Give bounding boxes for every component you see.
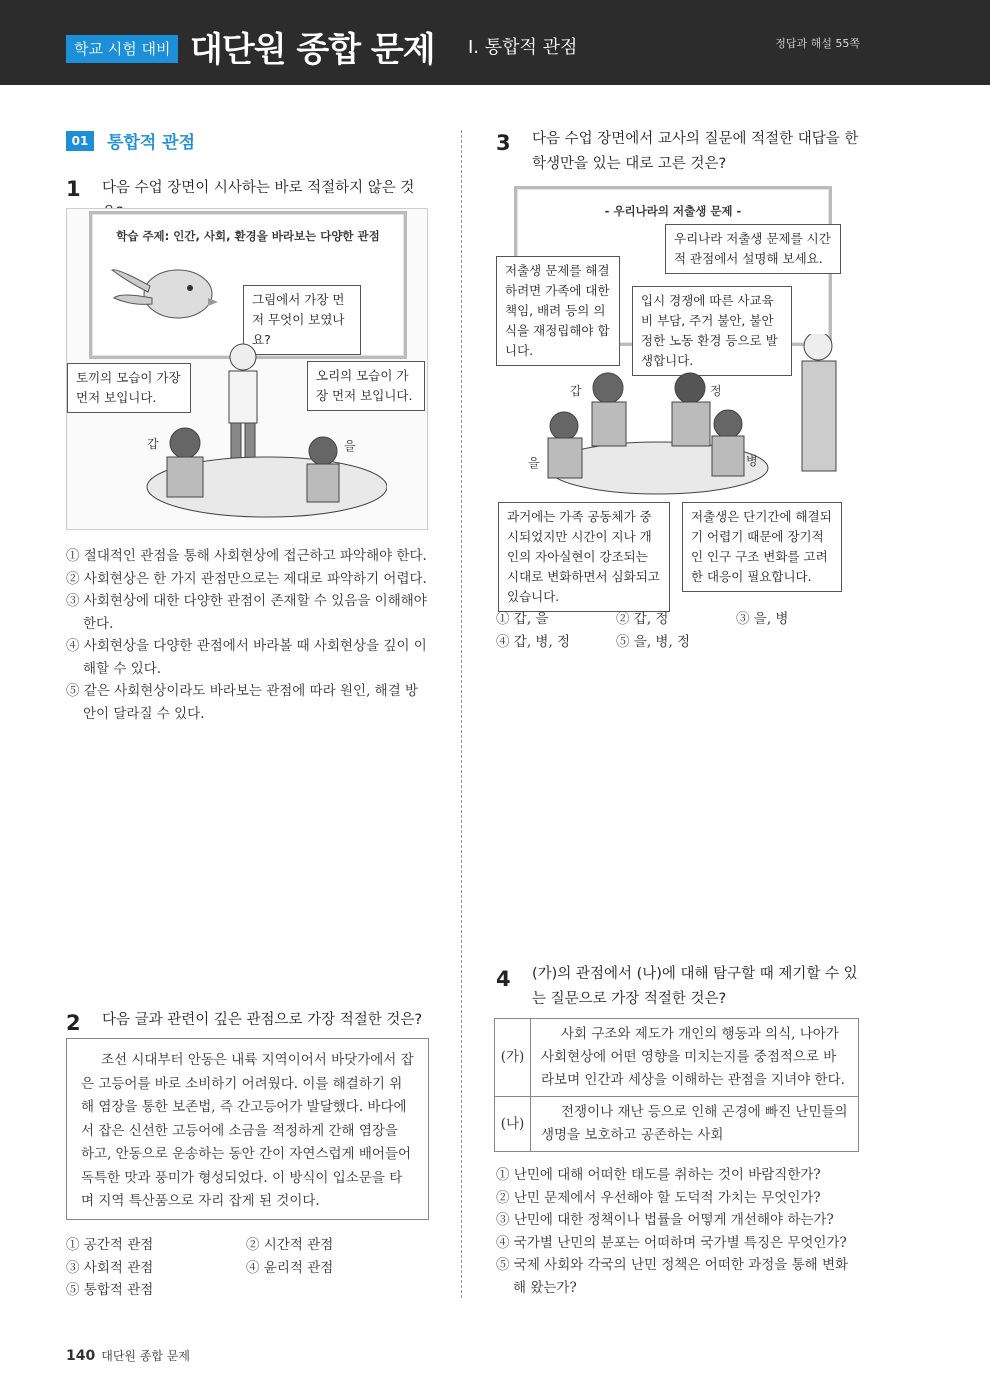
- choice-3[interactable]: ③ 을, 병: [736, 611, 789, 627]
- choice-2[interactable]: ② 난민 문제에서 우선해야 할 도덕적 가치는 무엇인가?: [496, 1189, 821, 1206]
- exam-prep-badge: 학교 시험 대비: [66, 35, 178, 63]
- page-number: 140: [66, 1348, 96, 1364]
- choice-4[interactable]: ④ 사회현상을 다양한 관점에서 바라볼 때 사회현상을 깊이 이해할 수 있다.: [66, 638, 427, 677]
- choice-2[interactable]: ② 시간적 관점: [246, 1237, 334, 1253]
- column-divider: [461, 130, 462, 1298]
- question-3-choices: [496, 608, 856, 653]
- question-4-text: (가)의 관점에서 (나)에 대해 탐구할 때 제기할 수 있는 질문으로 가장 적절한 것은?: [532, 966, 858, 1007]
- board-topic: - 우리나라의 저출생 문제 -: [604, 204, 742, 218]
- question-1-text: 다음 수업 장면이 시사하는 바로 적절하지 않은 것: [102, 180, 415, 196]
- section-number: 01: [66, 131, 94, 151]
- classroom-scene-icon: [127, 339, 387, 529]
- question-4-number: 4: [496, 967, 511, 991]
- question-1-choices: [66, 545, 431, 725]
- question-3-number: 3: [496, 131, 511, 155]
- question-2-text: 다음 글과 관련이 깊은 관점으로 가장 적절한 것은?: [102, 1012, 423, 1028]
- choice-4[interactable]: ④ 갑, 병, 정: [496, 633, 571, 650]
- choice-3[interactable]: ③ 사회현상에 대한 다양한 관점이 존재할 수 있음을 이해해야 한다.: [66, 593, 427, 632]
- question-4-table: [494, 1018, 859, 1152]
- question-1-illustration: [66, 208, 428, 530]
- student-label-eul: 을: [344, 439, 356, 453]
- student-label-eul: 을: [528, 456, 540, 470]
- page-title: 대단원 종합 문제: [190, 30, 435, 70]
- section-title: 통합적 관점: [107, 133, 196, 153]
- question-1-number: 1: [66, 177, 81, 201]
- unit-title: Ⅰ. 통합적 관점: [468, 37, 578, 58]
- page-header: [0, 0, 990, 85]
- question-2-passage: 조선 시대부터 안동은 내륙 지역이어서 바닷가에서 잡은 고등어를 바로 소비하기 어려웠다. 이를 해결하기 위해 염장을 통한 보존법, 즉 간고등어가 발달했다. 바다에서 잡은 신선한 고등어에 소금을 적정하게 간해 염장을 하고, 안동으로 운송하는 동안 간이 자연스럽게 배어들어 독특한 맛과 풍미가 형성되었다. 이 방식이 입소문을 타며 지역 특산품으로 자리 잡게 된 것이다.: [66, 1038, 429, 1220]
- text-ga: 사회 구조와 제도가 개인의 행동과 의식, 나아가 사회현상에 어떤 영향을 미치는지를 중점적으로 바라보며 인간과 세상을 이해하는 관점을 지녀야 한다.: [531, 1019, 859, 1097]
- label-na: (나): [495, 1097, 531, 1152]
- student-label-gap: 갑: [570, 384, 582, 398]
- board-topic: 학습 주제: 인간, 사회, 환경을 바라보는 다양한 관점: [116, 229, 380, 243]
- question-4-choices: [496, 1164, 861, 1299]
- choice-1[interactable]: ① 공간적 관점: [66, 1237, 154, 1253]
- text-na: 전쟁이나 재난 등으로 인해 곤경에 빠진 난민들의 생명을 보호하고 공존하는 사회: [531, 1097, 859, 1152]
- student-label-byeong: 병: [746, 454, 758, 468]
- choice-2[interactable]: ② 갑, 정: [616, 611, 669, 627]
- footer-label: 대단원 종합 문제: [101, 1349, 191, 1363]
- student-gap-speech-bubble: 토끼의 모습이 가장 먼저 보입니다.: [67, 363, 191, 413]
- choice-4[interactable]: ④ 국가별 난민의 분포는 어떠하며 국가별 특징은 무엇인가?: [496, 1234, 847, 1251]
- classroom-scene-icon: [518, 334, 848, 504]
- student-jeong-speech-bubble: 입시 경쟁에 따른 사교육비 부담, 주거 불안, 불안정한 노동 환경 등으로 발생합니다.: [632, 286, 792, 376]
- choice-3[interactable]: ③ 사회적 관점: [66, 1259, 154, 1276]
- page-footer: [66, 1347, 190, 1364]
- rabbit-duck-icon: [108, 248, 228, 328]
- label-ga: (가): [495, 1019, 531, 1097]
- choice-5[interactable]: ⑤ 국제 사회와 각국의 난민 정책은 어떠한 과정을 통해 변화해 왔는가?: [496, 1257, 849, 1296]
- question-3-text: 다음 수업 장면에서 교사의 질문에 적절한 대답을 한 학생만을 있는 대로 고른 것은?: [532, 131, 859, 172]
- answer-reference: 정답과 해설 55쪽: [775, 37, 860, 50]
- choice-1[interactable]: ① 난민에 대해 어떠한 태도를 취하는 것이 바람직한가?: [496, 1167, 821, 1183]
- student-gap-speech-bubble: 저출생 문제를 해결하려면 가족에 대한 책임, 배려 등의 의식을 재정립해야 합니다.: [496, 256, 620, 366]
- student-eul-speech-bubble: 오리의 모습이 가장 먼저 보입니다.: [307, 361, 425, 411]
- question-2-number: 2: [66, 1011, 81, 1035]
- student-label-jeong: 정: [710, 384, 722, 398]
- choice-3[interactable]: ③ 난민에 대한 정책이나 법률을 어떻게 개선해야 하는가?: [496, 1212, 834, 1228]
- student-label-gap: 갑: [147, 437, 159, 451]
- choice-5[interactable]: ⑤ 같은 사회현상이라도 바라보는 관점에 따라 원인, 해결 방안이 달라질 수 있다.: [66, 683, 419, 722]
- choice-5[interactable]: ⑤ 을, 병, 정: [616, 633, 691, 650]
- choice-5[interactable]: ⑤ 통합적 관점: [66, 1282, 154, 1298]
- question-2-choices: [66, 1234, 406, 1302]
- choice-1[interactable]: ① 절대적인 관점을 통해 사회현상에 접근하고 파악해야 한다.: [66, 548, 427, 564]
- student-byeong-speech-bubble: 저출생은 단기간에 해결되기 어렵기 때문에 장기적인 인구 구조 변화를 고려한 대응이 필요합니다.: [682, 502, 842, 592]
- choice-4[interactable]: ④ 윤리적 관점: [246, 1259, 334, 1276]
- choice-1[interactable]: ① 갑, 을: [496, 611, 549, 627]
- teacher-speech-bubble: 우리나라 저출생 문제를 시간적 관점에서 설명해 보세요.: [665, 224, 841, 274]
- student-eul-speech-bubble: 과거에는 가족 공동체가 중시되었지만 시간이 지나 개인의 자아실현이 강조되는 시대로 변화하면서 심화되고 있습니다.: [498, 502, 670, 612]
- question-3-illustration: [494, 184, 852, 602]
- teacher-speech-bubble: 그림에서 가장 먼저 무엇이 보였나요?: [243, 285, 361, 355]
- choice-2[interactable]: ② 사회현상은 한 가지 관점만으로는 제대로 파악하기 어렵다.: [66, 570, 427, 587]
